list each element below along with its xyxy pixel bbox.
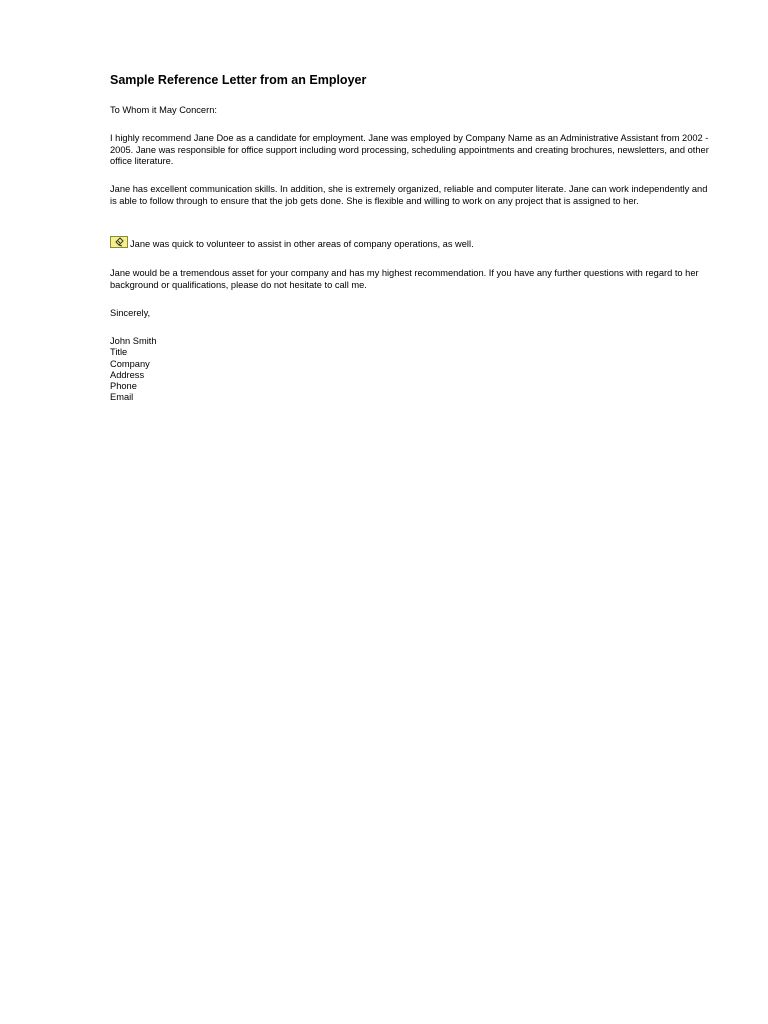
signature-name: John Smith: [110, 336, 157, 346]
paragraph-recommendation: Jane would be a tremendous asset for your company and has my highest recommendation. If you have any further questions with regard to her background or qualifications, please do not hesitate to call me.: [110, 268, 699, 290]
signature-phone: Phone: [110, 381, 137, 392]
signature-address: Address: [110, 369, 145, 380]
signature-company: Company: [110, 358, 150, 369]
signature-email: Email: [110, 392, 134, 403]
letter-title: Sample Reference Letter from an Employer: [110, 73, 367, 87]
paragraph-skills: Jane has excellent communication skills. In addition, she is extremely organized, reliable and computer literate. Jane can work independently and is able to follow through to ensure that the job gets done. She is flexible and willing to work on any project that is assigned to her.: [110, 184, 708, 206]
signature-block: [110, 336, 157, 404]
signature-title: Title: [110, 347, 128, 358]
paragraph-volunteer: [110, 239, 710, 251]
paragraph-employment: I highly recommend Jane Doe as a candidate for employment. Jane was employed by Company Name as an Administrative Assistant from 2002 - 2005. Jane was responsible for office support including word processing, scheduling appointments and creating brochures, newsletters, and other office literature.: [110, 133, 709, 166]
paragraph-volunteer-text: Jane was quick to volunteer to assist in other areas of company operations, as well.: [130, 239, 474, 250]
salutation: To Whom it May Concern:: [110, 105, 217, 115]
closing: Sincerely,: [110, 308, 151, 318]
comment-note-icon[interactable]: [110, 236, 128, 248]
